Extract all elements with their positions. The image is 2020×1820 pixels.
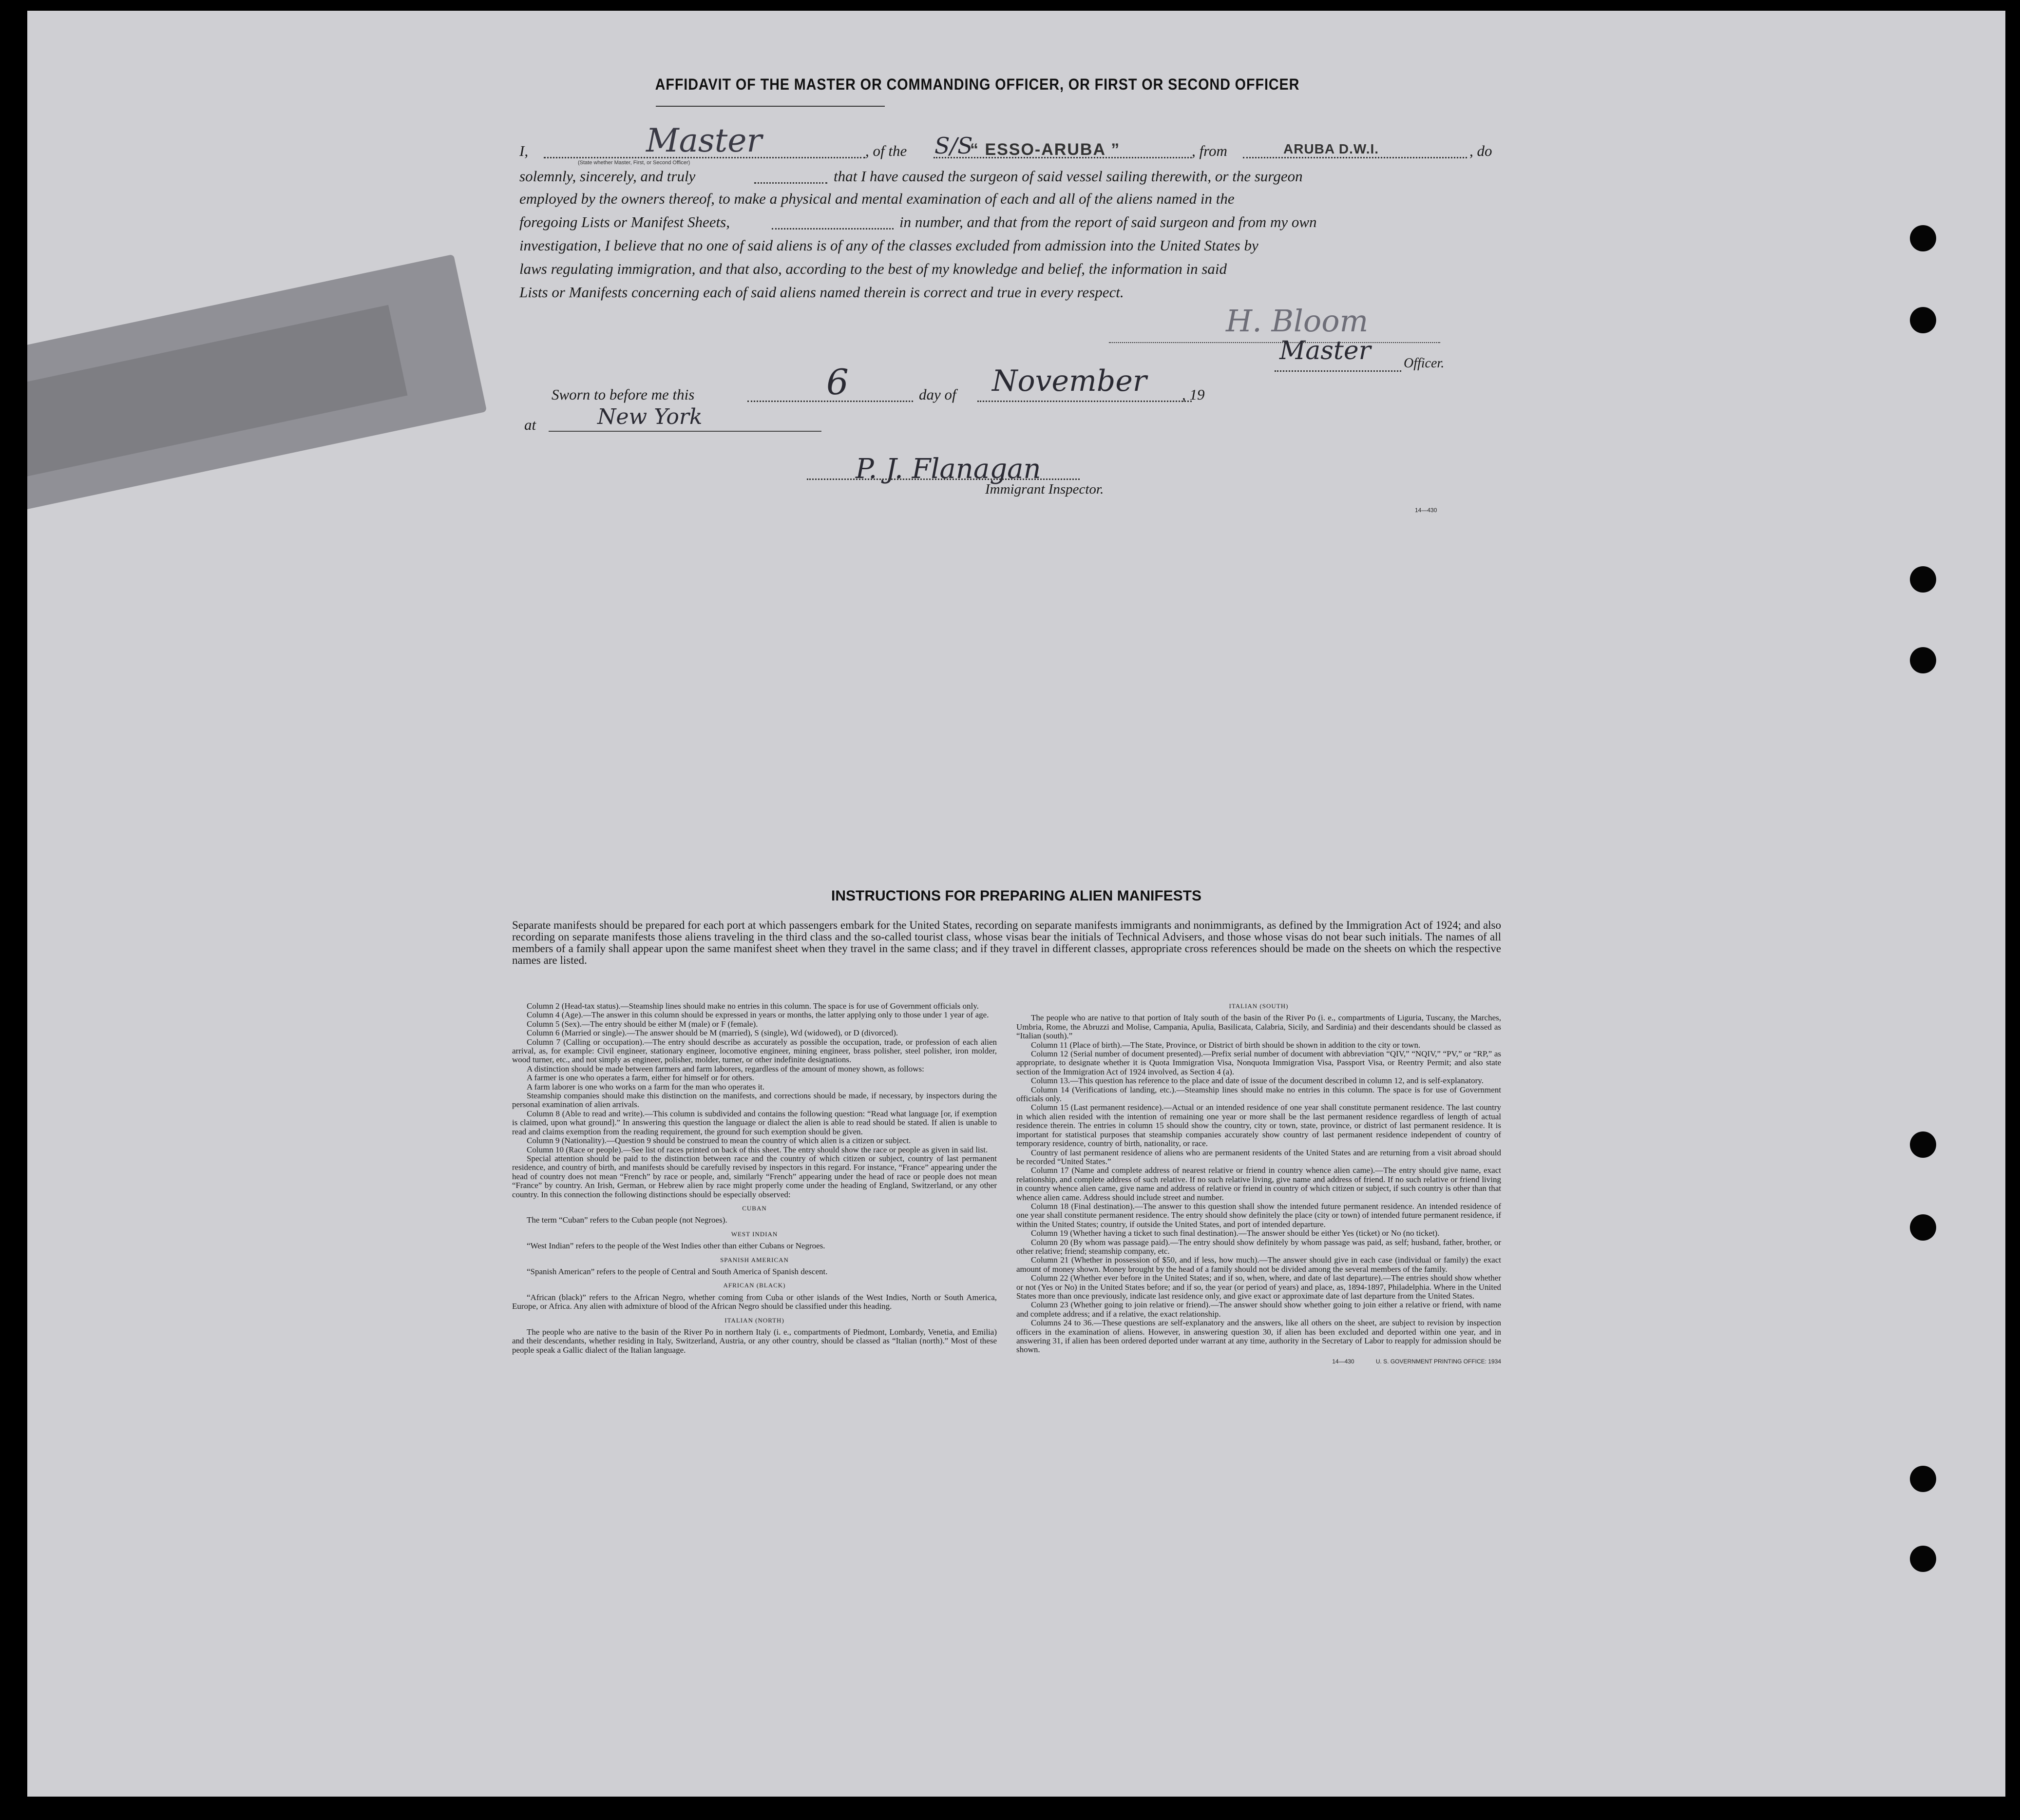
left-paragraph: Steamship companies should make this distinction on the manifests, and corrections should be made, if necessary, by inspectors during the personal examination of alien arrivals. <box>512 1091 997 1110</box>
section-heading-italian-north: ITALIAN (NORTH) <box>724 1316 784 1324</box>
section-heading-cuban: CUBAN <box>742 1204 767 1212</box>
day-handwriting: 6 <box>826 362 849 402</box>
inspector-signature: P. J. Flanagan <box>856 453 1041 485</box>
right-paragraph: Column 18 (Final destination).—The answer to this question shall show the intended future permanent residence. An intended residence of one year shall constitute permanent residence. The entry should show definitely the place (city or town) of intended future permanent residence, if within the United States; country, if outside the United States, and port of intended departure. <box>1016 1201 1501 1229</box>
blank-field <box>754 182 827 184</box>
affidavit-line4b: in number, and that from the report of said surgeon and from my own <box>899 213 1317 230</box>
day-of-label: day of <box>919 386 956 403</box>
vessel-name-stamp: “ ESSO-ARUBA ” <box>970 140 1121 159</box>
binder-hole <box>1910 647 1936 673</box>
affidavit-line2b: that I have caused the surgeon of said vessel sailing therewith, or the surgeon <box>834 168 1303 185</box>
right-paragraph: Column 19 (Whether having a ticket to such final destination).—The answer should be either Yes (ticket) or No (no ticket). <box>1031 1228 1440 1238</box>
right-paragraph: Column 15 (Last permanent residence).—Actual or an intended residence of one year shall constitute permanent residence. The last country in which alien resided with the intention of remaining one year or more shall be the last permanent residence regardless of length of actual residence therein. The entries in column 15 should show the country, city or town, state, province, or district of last permanent residence. It is important for statistical purposes that steamship companies accurately show country of last permanent residence independent of country of temporary residence, country of birth, nationality, or race. <box>1016 1103 1501 1149</box>
left-paragraph: Column 4 (Age).—The answer in this column should be expressed in years or months, the latter applying only to those under 1 year of age. <box>527 1010 989 1020</box>
ss-handwriting: S/S <box>934 133 973 159</box>
affidavit-i: I, <box>519 142 529 159</box>
footer-form-number: 14—430 <box>1332 1358 1354 1365</box>
form-number: 14—430 <box>1415 507 1437 514</box>
section-heading-west-indian: WEST INDIAN <box>731 1230 778 1238</box>
left-paragraph: Column 9 (Nationality).—Question 9 should be construed to mean the country of which alien is a citizen or subject. <box>527 1136 911 1146</box>
left-paragraph: Column 10 (Race or people).—See list of races printed on back of this sheet. The entry should show the race or people as given in said list. <box>527 1145 988 1154</box>
binder-hole <box>1910 307 1936 333</box>
left-paragraph: A farmer is one who operates a farm, either for himself or for others. <box>527 1073 754 1083</box>
affidavit-line4a: foregoing Lists or Manifest Sheets, <box>519 213 730 230</box>
african-definition: “African (black)” refers to the African Negro, whether coming from Cuba or other islands of the West Indies, North or South America, Europe, or Africa. Any alien with admixture of blood of the African Negro should be classified under this heading. <box>512 1292 997 1311</box>
instructions-left-column <box>512 1002 997 1355</box>
affidavit-line3: employed by the owners thereof, to make a physical and mental examination of each and all of the aliens named in the <box>519 190 1235 207</box>
right-paragraph: Column 20 (By whom was passage paid).—The entry should show definitely by whom passage was paid, as self; husband, father, brother, or other relative; friend; steamship company, etc. <box>1016 1237 1501 1256</box>
vessel-field <box>934 157 1192 158</box>
right-paragraph: Column 22 (Whether ever before in the United States; and if so, when, where, and date of last departure).—The entries should show whether or not (Yes or No) in the United States before; and if so, the year (or period of years) and place, as, 1894-1897, Philadelphia. Where in the United States more than once previously, indicate last residence only, and give exact or approximate date of last departure from the United States. <box>1016 1273 1501 1301</box>
month-field <box>977 401 1192 402</box>
master-signature: H. Bloom <box>1226 303 1369 339</box>
footer-gpo: U. S. GOVERNMENT PRINTING OFFICE: 1934 <box>1375 1358 1501 1365</box>
year-prefix: , 19 <box>1182 386 1205 403</box>
sworn-label: Sworn to before me this <box>552 386 695 403</box>
left-paragraph: A distinction should be made between farmers and farm laborers, regardless of the amount of money shown, as follows: <box>527 1064 924 1073</box>
right-paragraph: Column 11 (Place of birth).—The State, Province, or District of birth should be shown in addition to the city or town. <box>1031 1040 1421 1050</box>
signature-line <box>1109 342 1440 343</box>
spanish-american-definition: “Spanish American” refers to the people of Central and South America of Spanish descent. <box>527 1266 828 1276</box>
affidavit-from: , from <box>1192 142 1227 159</box>
right-paragraph: Columns 24 to 36.—These questions are self-explanatory and the answers, like all others on the sheet, are subject to revision by inspection officers in the examination of aliens. However, in answering question 30, if alien has been excluded and deported within one year, and in answering 31, if alien has been ordered deported under warrant at any time, authority in the Secretary of Labor to reapply for admission should be shown. <box>1016 1318 1501 1355</box>
left-paragraph: A farm laborer is one who works on a farm for the man who operates it. <box>527 1082 765 1092</box>
left-paragraph: Column 8 (Able to read and write).—This column is subdivided and contains the following question: “Read what language [or, if exemption is claimed, upon what ground].” In answering this question the language or dialect the alien is able to read should be stated. If alien is unable to read and claims exemption from the reading requirement, the ground for such exemption should be given. <box>512 1109 997 1136</box>
instructions-intro: Separate manifests should be prepared for each port at which passengers embark for the United States, recording on separate manifests immigrants and nonimmigrants, as defined by the Immigration Act of 1924; and also recording on separate manifests those aliens traveling in the third class and the so-called tourist class, whose visas bear the initials of Technical Advisers, and those whose visas do not bear such initials. The names of all members of a family shall appear upon the same manifest sheet when they travel in the same class; and if they travel in different classes, appropriate cross references should be made on the sheets on which the respective names are listed. <box>512 919 1501 966</box>
affidavit-title: AFFIDAVIT OF THE MASTER OR COMMANDING OFFICER, OR FIRST OR SECOND OFFICER <box>655 76 1300 93</box>
cuban-definition: The term “Cuban” refers to the Cuban people (not Negroes). <box>527 1215 727 1225</box>
left-paragraph: Column 7 (Calling or occupation).—The entry should describe as accurately as possible the occupation, trade, or profession of each alien arrival, as, for example: Civil engineer, stationary engineer, locomotive engineer, mining engineer, brass polisher, steel polisher, iron molder, wood turner, etc., and not simply as engineer, polisher, molder, turner, or other indefinite designations. <box>512 1037 997 1065</box>
affidavit-line2a: solemnly, sincerely, and truly <box>519 168 696 185</box>
right-paragraph: Column 23 (Whether going to join relative or friend).—The answer should show whether going to join either a relative or friend, with name and complete address; and if a relative, the exact relationship. <box>1016 1300 1501 1319</box>
inspector-field <box>807 479 1080 480</box>
instructions-right-column <box>1016 1002 1501 1366</box>
port-stamp: ARUBA D.W.I. <box>1283 141 1379 156</box>
right-paragraph: Column 12 (Serial number of document presented).—Prefix serial number of document with abbreviation “QIV,” “NQIV,” “PV,” or “RP,” as appropriate, to designate whether it is Quota Immigration Visa, Nonquota Immigration Visa, Passport Visa, or Reentry Permit; and also state section of the Immigration Act of 1924 involved, as Section 4 (a). <box>1016 1049 1501 1076</box>
manifest-page <box>27 11 2005 1797</box>
right-paragraph: Column 21 (Whether in possession of $50, and if less, how much).—The answer should give in each case (individual or family) the exact amount of money shown. Money brought by the head of a family should not be divided among the several members of the family. <box>1016 1255 1501 1274</box>
affidavit-line7: Lists or Manifests concerning each of said aliens named therein is correct and true in every respect. <box>519 284 1124 301</box>
affidavit-line5: investigation, I believe that no one of said aliens is of any of the classes excluded from admission into the United States by <box>519 237 1258 254</box>
officer-title-handwriting: Master <box>1279 336 1371 365</box>
section-heading-african: AFRICAN (BLACK) <box>723 1282 786 1289</box>
left-paragraph: Column 6 (Married or single).—The answer should be M (married), S (single), Wd (widowed), or D (divorced). <box>527 1028 898 1038</box>
port-field <box>1243 157 1467 158</box>
state-whether-note: (State whether Master, First, or Second Officer) <box>578 160 690 166</box>
binder-hole <box>1910 1466 1936 1492</box>
at-label: at <box>524 416 536 433</box>
sheets-count-field <box>772 228 894 230</box>
section-heading-spanish-american: SPANISH AMERICAN <box>720 1256 789 1264</box>
west-indian-definition: “West Indian” refers to the people of the West Indies other than either Cubans or Negroes. <box>527 1241 825 1251</box>
officer-rank-handwriting: Master <box>646 122 762 159</box>
italian-north-definition: The people who are native to the basin of the River Po in northern Italy (i. e., compartments of Piedmont, Lombardy, Venetia, and Emilia) and their descendants, whether residing in Italy, Switzerland, Austria, or any other country, should be classed as “Italian (north).” Most of these people speak a Gallic dialect of the Italian language. <box>512 1327 997 1355</box>
month-handwriting: November <box>992 364 1147 398</box>
binder-hole <box>1910 1546 1936 1572</box>
left-paragraph: Special attention should be paid to the distinction between race and the country of which citizen or subject, country of last permanent residence, and country of birth, and manifests should be carefully revised by inspectors in this regard. For instance, “France” appearing under the head of country does not mean “French” by race or people, and, similarly “French” appearing under the head of race or people does not mean “France” by country. An Irish, German, or Hebrew alien by race might properly come under the heading of England, Switzerland, or any other country. In this connection the following distinctions should be especially observed: <box>512 1153 997 1199</box>
binder-hole <box>1910 225 1936 251</box>
section-heading-italian-south: ITALIAN (SOUTH) <box>1229 1002 1289 1010</box>
right-paragraph: Country of last permanent residence of aliens who are permanent residents of the United States and are returning from a visit abroad should be recorded “United States.” <box>1016 1148 1501 1166</box>
right-paragraph: Column 14 (Verifications of landing, etc.).—Steamship lines should make no entries in this column. The space is for use of Government officials only. <box>1016 1085 1501 1104</box>
place-handwriting: New York <box>597 404 703 429</box>
right-paragraph: The people who are native to that portion of Italy south of the basin of the River Po (i. e., compartments of Liguria, Tuscany, the Marches, Umbria, Rome, the Abruzzi and Molise, Campania, Apulia, Basilicata, Calabria, Sicily, and Sardinia) and their descendants should be classed as “Italian (south).” <box>1016 1013 1501 1041</box>
right-paragraph: Column 17 (Name and complete address of nearest relative or friend in country whence alien came).—The entry should give name, exact relationship, and complete address of such relative. If no such relative living, give name and address of friend. If no such relative or friend living in country whence alien came, give name and address of relative or friend in country of which citizen or subject, if such country is other than that whence alien came. Address should include street and number. <box>1016 1166 1501 1202</box>
affidavit-do: , do <box>1469 142 1492 159</box>
binder-hole <box>1910 1214 1936 1241</box>
printing-footer <box>1016 1357 1501 1366</box>
right-paragraph: Column 13.—This question has reference to the place and date of issue of the document described in column 12, and is self-explanatory. <box>1031 1076 1484 1086</box>
instructions-title: INSTRUCTIONS FOR PREPARING ALIEN MANIFESTS <box>831 888 1202 904</box>
binder-hole <box>1910 566 1936 593</box>
left-paragraph: Column 5 (Sex).—The entry should be either M (male) or F (female). <box>527 1019 758 1029</box>
affidavit-line6: laws regulating immigration, and that also, according to the best of my knowledge and belief, the information in said <box>519 260 1227 277</box>
officer-field <box>1275 370 1401 372</box>
left-paragraph: Column 2 (Head-tax status).—Steamship lines should make no entries in this column. The space is for use of Government officials only. <box>527 1001 979 1011</box>
title-rule <box>656 106 885 107</box>
place-field <box>549 431 821 432</box>
inspector-label: Immigrant Inspector. <box>985 481 1104 497</box>
officer-label: Officer. <box>1404 356 1445 371</box>
binder-hole <box>1910 1131 1936 1158</box>
affidavit-of-the: , of the <box>865 142 907 159</box>
